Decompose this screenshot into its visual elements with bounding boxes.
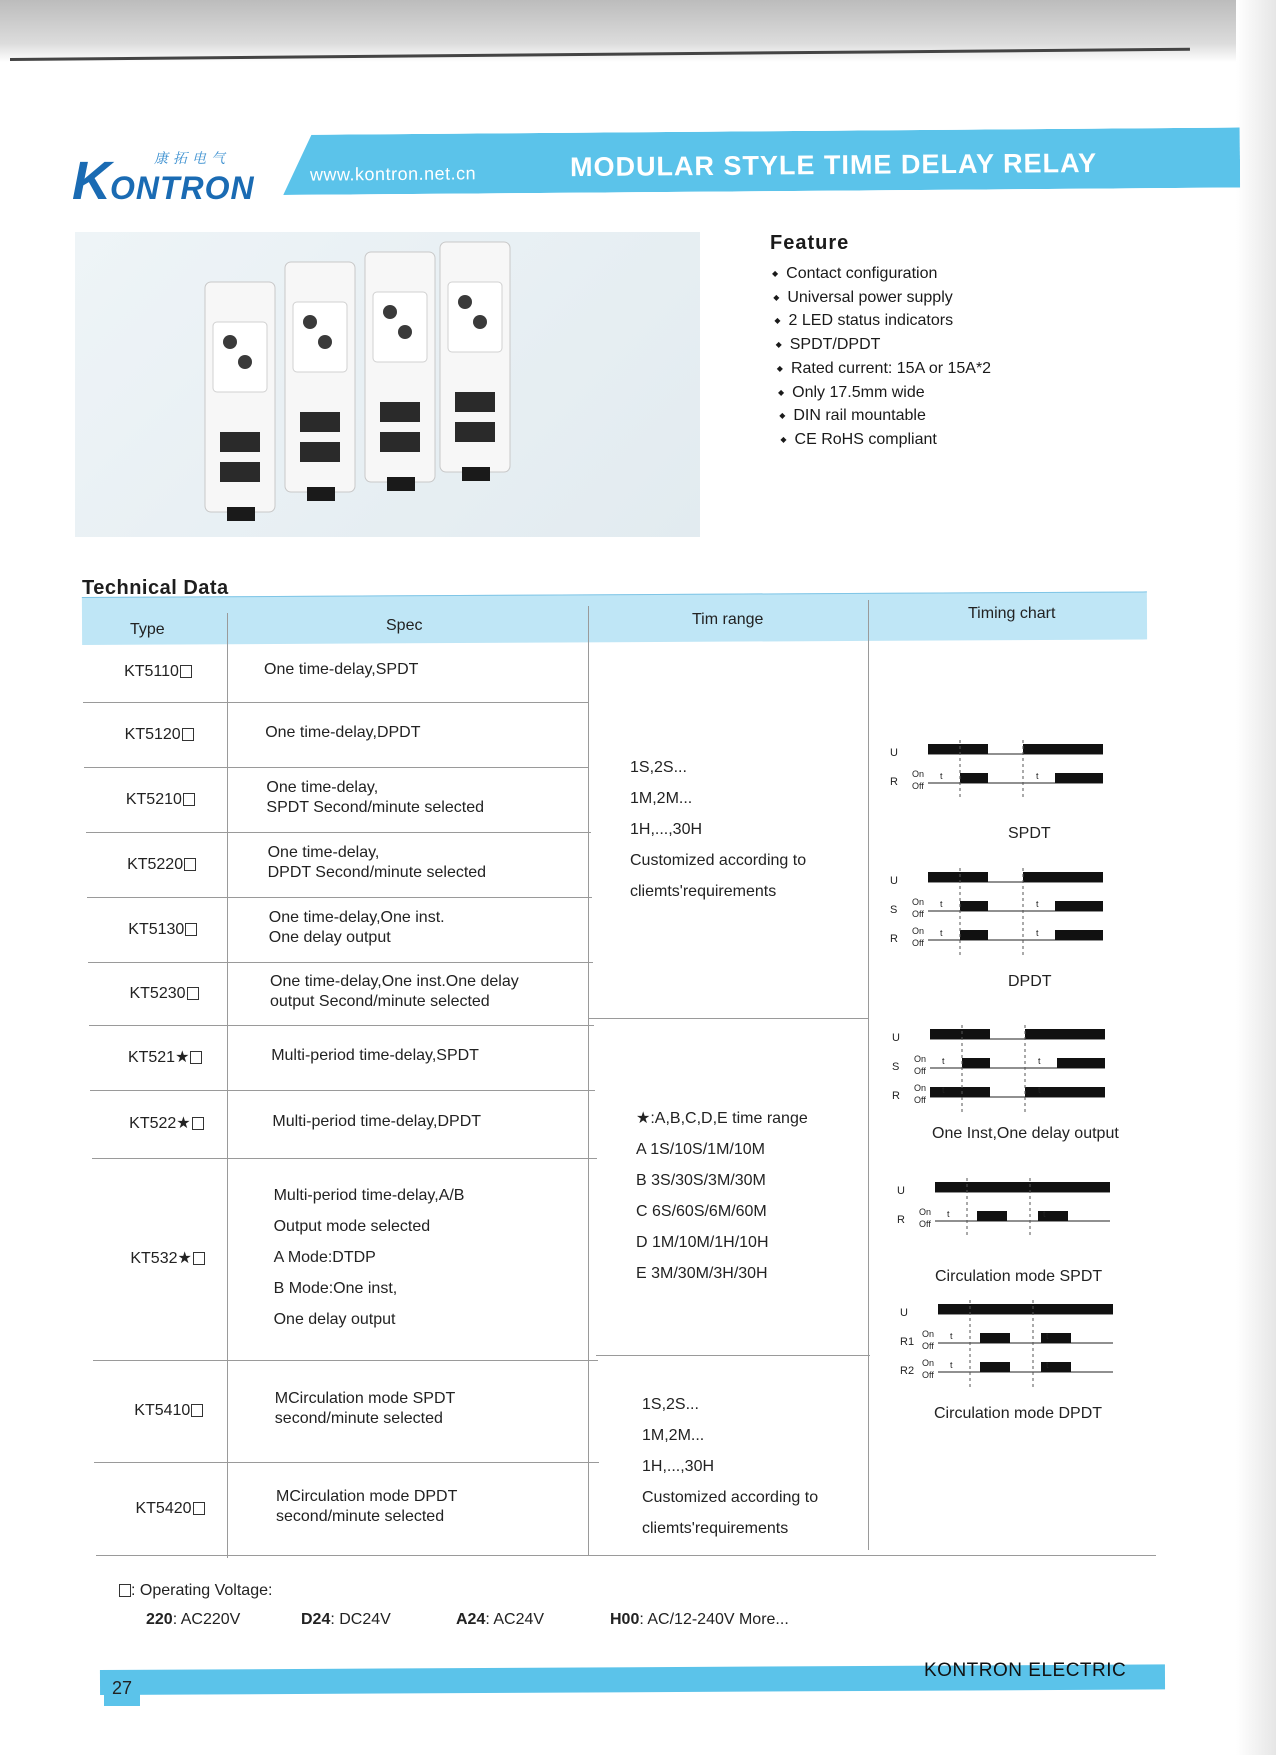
- type-code: KT532★: [130, 1250, 192, 1267]
- product-photo: [75, 232, 700, 537]
- time-range-line: 1S,2S...: [630, 759, 687, 776]
- timing-row-label: R: [897, 1214, 905, 1226]
- pulse-bar: [960, 901, 988, 911]
- header-type: Type: [130, 621, 165, 638]
- spec-line: Multi-period time-delay,DPDT: [272, 1113, 482, 1130]
- off-label: Off: [919, 1219, 931, 1229]
- spec-line: One time-delay,SPDT: [264, 661, 419, 678]
- pulse-bar: [930, 1029, 990, 1039]
- t-label: t: [1036, 771, 1039, 781]
- voltage-option: [301, 1611, 391, 1629]
- placeholder-square: [182, 728, 194, 741]
- spec-cell: [276, 1487, 457, 1527]
- pulse-bar: [980, 1333, 1010, 1343]
- row-divider: [86, 832, 591, 833]
- placeholder-square: [184, 858, 196, 871]
- timing-chart-label: One Inst,One delay output: [932, 1125, 1119, 1142]
- timing-row-label: U: [890, 875, 898, 887]
- spec-line: MCirculation mode DPDT: [276, 1487, 458, 1505]
- spec-line: One delay output: [273, 1310, 396, 1328]
- relay-knob: [303, 315, 317, 329]
- feature-title: Feature: [770, 232, 850, 254]
- pulse-bar: [962, 1058, 990, 1068]
- voltage-option: [610, 1611, 789, 1629]
- spec-cell: [264, 660, 418, 680]
- spec-line: second/minute selected: [276, 1507, 445, 1525]
- range-divider: [596, 1355, 870, 1356]
- row-divider: [84, 767, 589, 768]
- operating-voltage-title: [118, 1582, 272, 1600]
- on-label: On: [912, 926, 925, 936]
- spec-line: Multi-period time-delay,A/B: [273, 1186, 465, 1204]
- spec-line: SPDT Second/minute selected: [266, 798, 484, 816]
- time-range-line: 1M,2M...: [642, 1427, 705, 1444]
- off-label: Off: [914, 1095, 926, 1105]
- relay-knob: [458, 295, 472, 309]
- spec-line: One time-delay,: [267, 843, 380, 861]
- off-label: Off: [914, 1066, 926, 1076]
- spec-line: MCirculation mode SPDT: [274, 1390, 456, 1407]
- header-spec: Spec: [386, 617, 423, 634]
- relay-face: [373, 292, 427, 362]
- row-divider: [89, 1025, 594, 1026]
- time-range-line: 1S,2S...: [642, 1396, 699, 1413]
- relay-terminal: [380, 402, 420, 422]
- pulse-bar: [938, 1304, 1113, 1314]
- header-timing-chart: Timing chart: [968, 605, 1056, 622]
- t-label: t: [1046, 1331, 1049, 1341]
- timing-chart: [890, 1015, 1130, 1160]
- row-divider: [93, 1360, 598, 1361]
- type-cell: [89, 725, 229, 745]
- relay-knob: [473, 315, 487, 329]
- pulse-bar: [1055, 901, 1103, 911]
- timing-chart-svg: [888, 730, 1128, 870]
- t-label: t: [942, 1056, 945, 1066]
- pulse-bar: [1025, 1087, 1105, 1097]
- relay-knob: [398, 325, 412, 339]
- spec-cell: [268, 843, 486, 883]
- time-range-line: Customized according to: [642, 1489, 819, 1506]
- timing-row-label: U: [897, 1185, 905, 1197]
- spec-cell: [265, 723, 420, 743]
- pulse-bar: [980, 1362, 1010, 1372]
- spec-cell: [275, 1389, 456, 1429]
- spec-cell: [266, 778, 484, 818]
- t-label: t: [950, 1331, 953, 1341]
- feature-item: ◆ DIN rail mountable: [779, 405, 991, 429]
- relay-knob: [318, 335, 332, 349]
- t-label: t: [1046, 1360, 1049, 1370]
- timing-row-label: R: [892, 1090, 900, 1102]
- type-cell: [98, 1249, 238, 1269]
- type-code: KT521★: [127, 1048, 190, 1066]
- timing-chart: [898, 1290, 1138, 1435]
- timing-row-label: S: [892, 1061, 900, 1073]
- spec-line: B Mode:One inst,: [273, 1279, 398, 1297]
- on-label: On: [914, 1083, 927, 1093]
- type-code: KT5210: [125, 790, 182, 808]
- placeholder-square: [180, 665, 192, 678]
- t-label: t: [1043, 1209, 1046, 1219]
- spec-line: second/minute selected: [274, 1410, 443, 1427]
- spec-line: output Second/minute selected: [270, 992, 490, 1010]
- timing-row-label: R1: [900, 1336, 915, 1348]
- table-bottom-line: [96, 1555, 1156, 1556]
- type-cell: [94, 984, 234, 1004]
- spec-line: DPDT Second/minute selected: [267, 863, 487, 881]
- type-cell: [95, 1048, 235, 1068]
- t-label: t: [947, 1209, 950, 1219]
- timing-row-label: U: [892, 1032, 900, 1044]
- timing-row-label: R: [890, 776, 898, 788]
- placeholder-square: [192, 1117, 204, 1130]
- type-cell: [92, 855, 232, 875]
- type-code: KT5120: [124, 725, 181, 743]
- type-code: KT5110: [124, 663, 179, 680]
- page-edge-shadow: [1236, 0, 1276, 1755]
- relay-din-clip: [462, 467, 490, 481]
- pulse-bar: [928, 744, 988, 754]
- voltage-code: 220: [146, 1611, 173, 1628]
- page-title: MODULAR STYLE TIME DELAY RELAY: [569, 147, 1098, 183]
- relay-knob: [383, 305, 397, 319]
- time-range-line: B 3S/30S/3M/30M: [636, 1172, 766, 1189]
- logo-k-mark: K: [72, 151, 111, 211]
- off-label: Off: [912, 938, 924, 948]
- type-code: KT5130: [128, 920, 185, 938]
- relay-terminal: [300, 412, 340, 432]
- t-label: t: [1038, 1056, 1041, 1066]
- pulse-bar: [1055, 773, 1103, 783]
- timing-row-label: R: [890, 933, 898, 945]
- technical-data-title: Technical Data: [82, 577, 229, 599]
- type-cell: [93, 920, 233, 940]
- time-range-line: cliemts'requirements: [642, 1520, 789, 1537]
- relay-terminal: [455, 392, 495, 412]
- timing-row-label: U: [900, 1307, 908, 1319]
- relay-terminal: [380, 432, 420, 452]
- feature-item: ◆ Contact configuration: [772, 263, 991, 287]
- pulse-bar: [930, 1087, 990, 1097]
- time-range-line: D 1M/10M/1H/10H: [636, 1234, 769, 1251]
- spec-cell: [274, 1180, 465, 1335]
- time-range-line: Customized according to: [630, 852, 807, 869]
- t-label: t: [1036, 928, 1039, 938]
- time-range-group-1: [630, 752, 806, 907]
- spec-line: One time-delay,: [266, 778, 379, 796]
- t-label: t: [942, 1085, 945, 1095]
- type-code: KT5230: [129, 984, 186, 1002]
- timing-chart: [888, 730, 1128, 875]
- relay-face: [293, 302, 347, 372]
- relay-din-clip: [387, 477, 415, 491]
- t-label: t: [1038, 1085, 1041, 1095]
- off-label: Off: [922, 1370, 934, 1380]
- type-cell: [99, 1401, 239, 1421]
- relay-knob: [223, 335, 237, 349]
- spec-line: One time-delay,One inst.One delay: [270, 972, 519, 990]
- feature-item: ◆ Only 17.5mm wide: [778, 382, 991, 406]
- voltage-code: D24: [301, 1611, 331, 1628]
- placeholder-square: [119, 1584, 131, 1597]
- relay-face: [448, 282, 502, 352]
- feature-item: ◆ CE RoHS compliant: [780, 429, 991, 453]
- spec-line: One delay output: [268, 928, 391, 946]
- timing-chart: [888, 858, 1128, 1003]
- spec-cell: [269, 908, 445, 948]
- voltage-code: A24: [456, 1611, 486, 1628]
- feature-item: ◆ Universal power supply: [773, 287, 991, 311]
- column-divider: [868, 600, 869, 1550]
- feature-item: ◆ Rated current: 15A or 15A*2: [777, 358, 991, 382]
- on-label: On: [919, 1207, 932, 1217]
- on-label: On: [922, 1358, 935, 1368]
- row-divider: [87, 897, 592, 898]
- on-label: On: [912, 769, 925, 779]
- relay-modules-illustration: [75, 232, 700, 537]
- t-label: t: [950, 1360, 953, 1370]
- logo-wordmark: ONTRON: [110, 170, 255, 206]
- relay-terminal: [220, 432, 260, 452]
- spec-cell: [272, 1112, 481, 1132]
- kontron-logo: [72, 150, 272, 212]
- operating-voltage-label: : Operating Voltage:: [131, 1582, 273, 1599]
- time-range-group-2: [636, 1103, 808, 1289]
- time-range-line: E 3M/30M/3H/30H: [636, 1265, 768, 1282]
- placeholder-square: [193, 1252, 205, 1265]
- pulse-bar: [1055, 930, 1103, 940]
- time-range-line: C 6S/60S/6M/60M: [636, 1203, 767, 1220]
- placeholder-square: [187, 987, 199, 1000]
- pulse-bar: [1023, 744, 1103, 754]
- timing-chart-label: DPDT: [1008, 973, 1052, 990]
- pulse-bar: [960, 930, 988, 940]
- timing-chart-label: Circulation mode DPDT: [934, 1405, 1103, 1422]
- relay-din-clip: [227, 507, 255, 521]
- pulse-bar: [928, 872, 988, 882]
- row-divider: [90, 1090, 595, 1091]
- type-cell: [88, 662, 228, 682]
- t-label: t: [1036, 899, 1039, 909]
- pulse-bar: [935, 1182, 1110, 1192]
- placeholder-square: [193, 1502, 205, 1515]
- type-cell: [90, 790, 230, 810]
- off-label: Off: [912, 781, 924, 791]
- relay-terminal: [220, 462, 260, 482]
- placeholder-square: [183, 793, 195, 806]
- t-label: t: [940, 928, 943, 938]
- timing-row-label: R2: [900, 1365, 915, 1377]
- placeholder-square: [191, 1404, 203, 1417]
- voltage-value: : AC24V: [485, 1611, 545, 1628]
- timing-chart-svg: [895, 1168, 1135, 1308]
- footer-brand: KONTRON ELECTRIC: [924, 1660, 1127, 1681]
- on-label: On: [912, 897, 925, 907]
- time-range-line: 1M,2M...: [630, 790, 693, 807]
- row-divider: [94, 1462, 599, 1463]
- timing-chart-label: Circulation mode SPDT: [935, 1268, 1103, 1285]
- relay-terminal: [300, 442, 340, 462]
- type-code: KT5410: [134, 1402, 191, 1419]
- voltage-option: [146, 1611, 240, 1629]
- type-code: KT5220: [127, 855, 184, 873]
- time-range-line: 1H,...,30H: [642, 1458, 715, 1475]
- range-divider: [588, 1018, 868, 1019]
- header-tim-range: Tim range: [692, 611, 764, 628]
- voltage-code: H00: [610, 1611, 640, 1628]
- placeholder-square: [185, 923, 197, 936]
- feature-item: ◆ 2 LED status indicators: [774, 310, 991, 334]
- on-label: On: [922, 1329, 935, 1339]
- timing-row-label: S: [890, 904, 898, 916]
- t-label: t: [940, 771, 943, 781]
- time-range-line: 1H,...,30H: [630, 821, 703, 838]
- column-divider: [588, 606, 589, 1556]
- voltage-value: : AC/12-240V More...: [639, 1611, 789, 1628]
- spec-line: Multi-period time-delay,SPDT: [271, 1046, 479, 1064]
- pulse-bar: [1025, 1029, 1105, 1039]
- website-url: www.kontron.net.cn: [309, 163, 477, 185]
- relay-din-clip: [307, 487, 335, 501]
- relay-terminal: [455, 422, 495, 442]
- pulse-bar: [977, 1211, 1007, 1221]
- pulse-bar: [960, 773, 988, 783]
- on-label: On: [914, 1054, 927, 1064]
- type-cell: [100, 1499, 240, 1519]
- spec-line: One time-delay,DPDT: [265, 723, 421, 741]
- time-range-line: cliemts'requirements: [630, 883, 777, 900]
- voltage-value: : DC24V: [330, 1611, 391, 1628]
- row-divider: [92, 1158, 597, 1159]
- type-code: KT5420: [135, 1499, 192, 1517]
- spec-line: Output mode selected: [273, 1217, 431, 1235]
- feature-list: [772, 263, 991, 453]
- t-label: t: [940, 899, 943, 909]
- page-number: 27: [104, 1670, 140, 1706]
- relay-knob: [238, 355, 252, 369]
- off-label: Off: [912, 909, 924, 919]
- pulse-bar: [1023, 872, 1103, 882]
- relay-face: [213, 322, 267, 392]
- voltage-value: : AC220V: [172, 1611, 241, 1628]
- time-range-line: A 1S/10S/1M/10M: [636, 1141, 765, 1158]
- spec-cell: [270, 972, 519, 1012]
- off-label: Off: [922, 1341, 934, 1351]
- voltage-option: [456, 1611, 544, 1629]
- row-divider: [88, 962, 593, 963]
- type-cell: [96, 1114, 236, 1134]
- spec-line: A Mode:DTDP: [273, 1248, 376, 1266]
- logo-chinese-text: 康拓电气: [154, 151, 230, 167]
- pulse-bar: [1057, 1058, 1105, 1068]
- feature-item: ◆ SPDT/DPDT: [776, 334, 991, 358]
- type-code: KT522★: [129, 1115, 191, 1132]
- placeholder-square: [190, 1051, 202, 1064]
- timing-row-label: U: [890, 747, 898, 759]
- spec-line: One time-delay,One inst.: [268, 908, 445, 926]
- time-range-group-3: [642, 1389, 818, 1544]
- spec-cell: [271, 1046, 479, 1066]
- row-divider: [83, 702, 588, 703]
- timing-chart-label: SPDT: [1008, 825, 1051, 842]
- time-range-line: ★:A,B,C,D,E time range: [636, 1110, 808, 1127]
